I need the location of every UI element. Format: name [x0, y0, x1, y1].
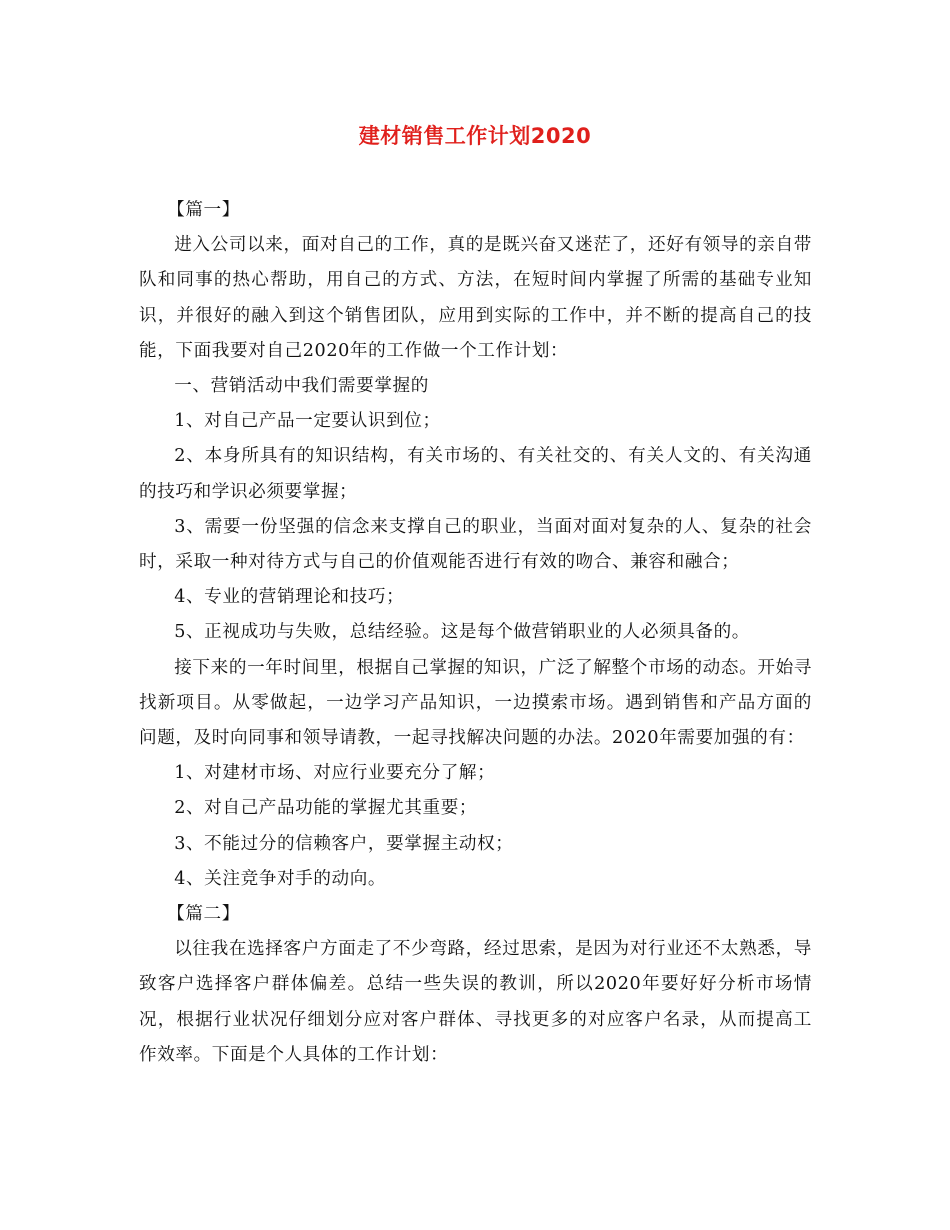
- document-title: 建材销售工作计划2020: [358, 124, 592, 148]
- section-heading-2: 【篇二】: [167, 904, 240, 925]
- list-item: 3、不能过分的信赖客户，要掌握主动权；: [174, 833, 514, 854]
- list-item: 3、需要一份坚强的信念来支撑自己的职业，当面对面对复杂的人、复杂的社会时，采取一种对待方式与自己的价值观能否进行有效的吻合、兼容和融合；: [139, 516, 812, 573]
- paragraph-next-year: 接下来的一年时间里，根据自己掌握的知识，广泛了解整个市场的动态。开始寻找新项目。从零做起，一边学习产品知识，一边摸索市场。遇到销售和产品方面的问题，及时向同事和领导请教，一起寻找解决问题的办法。2020年需要加强的有：: [139, 657, 812, 749]
- list-item: 2、对自己产品功能的掌握尤其重要；: [174, 798, 478, 819]
- list-item: 1、对自己产品一定要认识到位；: [174, 411, 441, 432]
- section-heading-1: 【篇一】: [167, 200, 240, 220]
- list-item: 1、对建材市场、对应行业要充分了解；: [174, 763, 496, 784]
- paragraph-intro: 进入公司以来，面对自己的工作，真的是既兴奋又迷茫了，还好有领导的亲自带队和同事的热心帮助，用自己的方式、方法，在短时间内掌握了所需的基础专业知识，并很好的融入到这个销售团队，应用到实际的工作中，并不断的提高自己的技能，下面我要对自己2020年的工作做一个工作计划：: [139, 235, 812, 361]
- list-item: 5、正视成功与失败，总结经验。这是每个做营销职业的人必须具备的。: [174, 622, 750, 643]
- list-item: 4、专业的营销理论和技巧；: [174, 587, 405, 608]
- document-body: [139, 193, 812, 1073]
- list-item: 2、本身所具有的知识结构，有关市场的、有关社交的、有关人文的、有关沟通的技巧和学识必须要掌握；: [139, 446, 812, 502]
- subheading-marketing: 一、营销活动中我们需要掌握的: [174, 376, 429, 397]
- paragraph-customers: 以往我在选择客户方面走了不少弯路，经过思索，是因为对行业还不太熟悉，导致客户选择客户群体偏差。总结一些失误的教训，所以2020年要好好分析市场情况，根据行业状况仔细划分应对客户群体、寻找更多的对应客户名录，从而提高工作效率。下面是个人具体的工作计划：: [139, 939, 812, 1065]
- list-item: 4、关注竞争对手的动向。: [174, 868, 387, 889]
